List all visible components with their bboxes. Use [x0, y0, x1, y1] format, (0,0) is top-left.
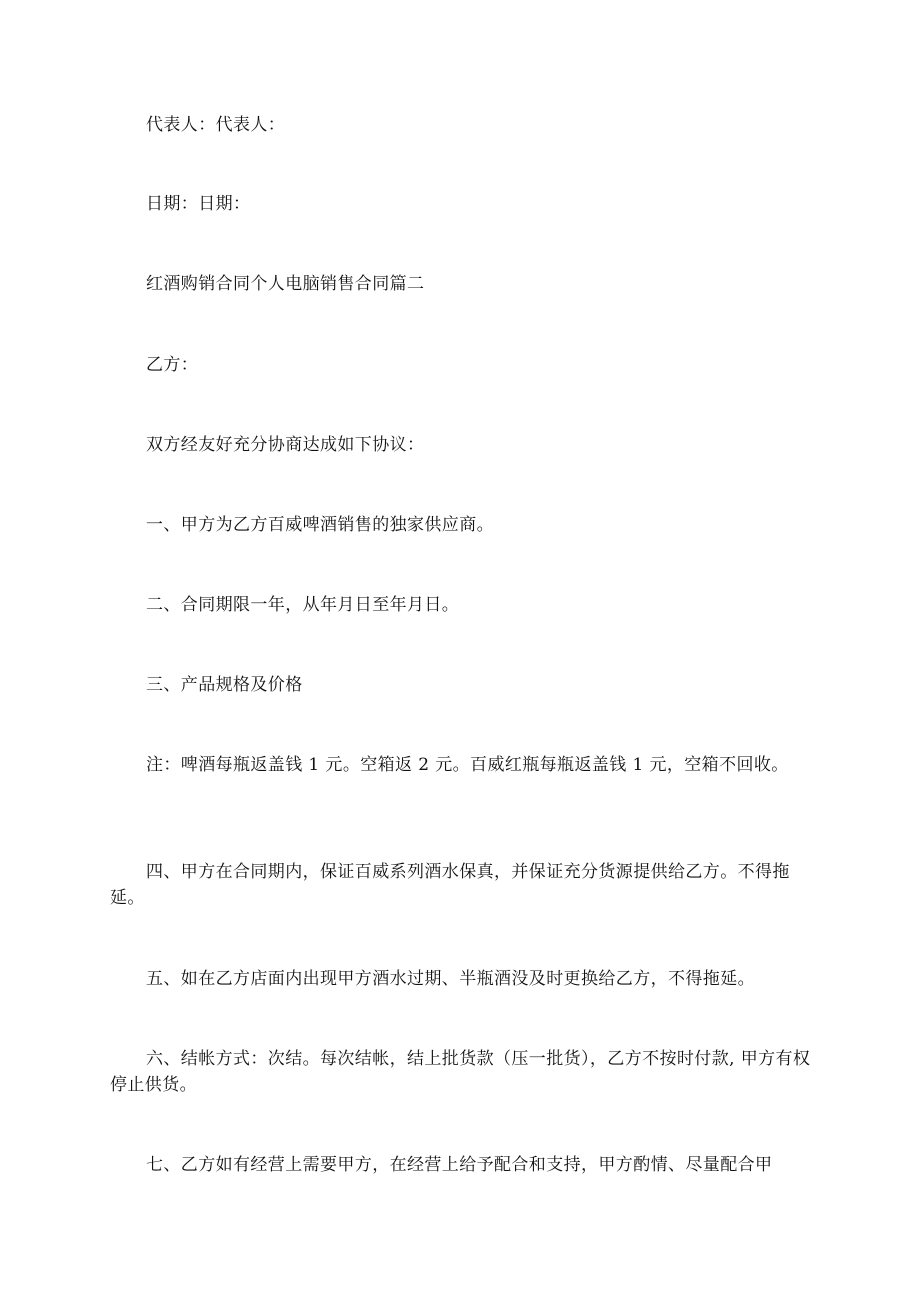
- clause-3: 三、产品规格及价格: [146, 675, 303, 695]
- representative-line: 代表人：代表人：: [146, 115, 286, 135]
- clause-1: 一、甲方为乙方百威啤酒销售的独家供应商。: [146, 515, 494, 535]
- clause-2: 二、合同期限一年，从年月日至年月日。: [146, 595, 460, 615]
- party-b-line: 乙方：: [146, 355, 199, 375]
- clause-7: 七、乙方如有经营上需要甲方，在经营上给予配合和支持，甲方酌情、尽量配合甲: [146, 1155, 773, 1175]
- clause-5: 五、如在乙方店面内出现甲方酒水过期、半瓶酒没及时更换给乙方，不得拖延。: [146, 969, 755, 989]
- agreement-intro: 双方经友好充分协商达成如下协议：: [146, 435, 425, 455]
- section-heading: 红酒购销合同个人电脑销售合同篇二: [146, 274, 425, 294]
- date-line: 日期：日期：: [146, 194, 251, 214]
- clause-4: 四、甲方在合同期内，保证百威系列酒水保真，并保证充分货源提供给乙方。不得拖延。: [110, 862, 790, 908]
- clause-6: 六、结帐方式：次结。每次结帐，结上批货款（压一批货），乙方不按时付款, 甲方有权停止供货。: [110, 1049, 811, 1095]
- note-paragraph: 注：啤酒每瓶返盖钱 1 元。空箱返 2 元。百威红瓶每瓶返盖钱 1 元，空箱不回收。: [146, 755, 789, 775]
